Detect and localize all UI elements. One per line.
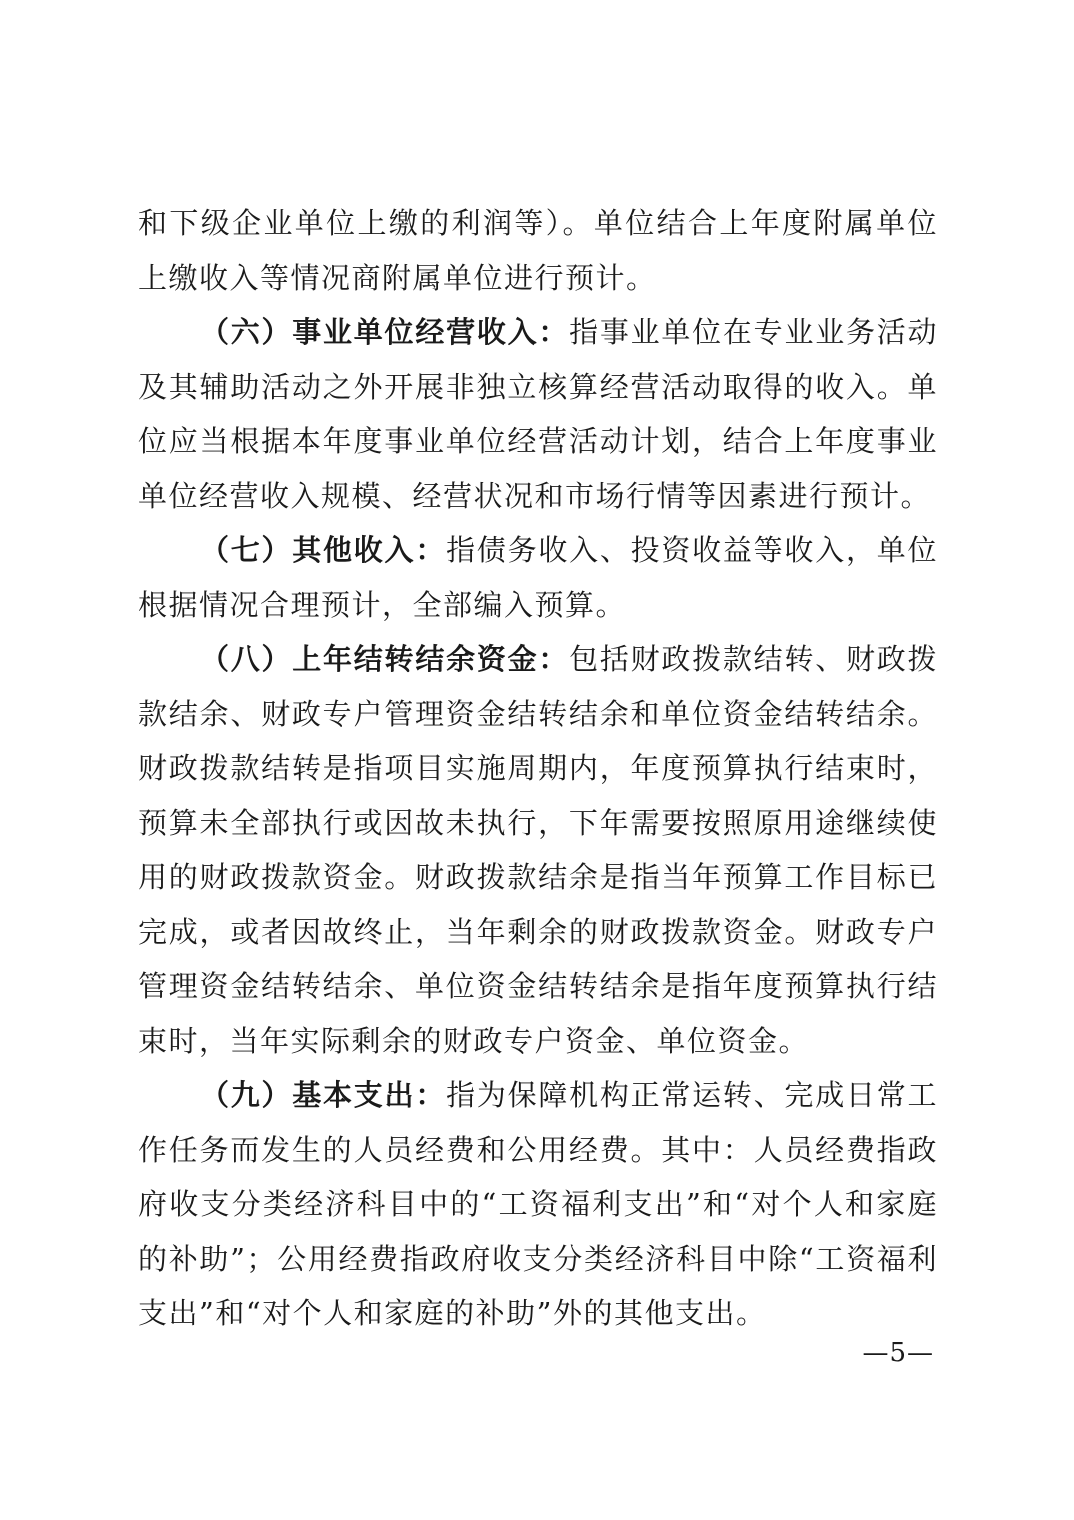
paragraph-heading: （八）上年结转结余资金：: [200, 642, 570, 676]
paragraph-basic-expenditure: [138, 1068, 938, 1341]
paragraph-continued: [138, 196, 938, 305]
paragraph-business-income: [138, 305, 938, 523]
page-number: —5—: [862, 1338, 934, 1368]
paragraph-text: 指事业单位在专业业务活动及其辅助活动之外开展非独立核算经营活动取得的收入。单位应当根据本年度事业单位经营活动计划，结合上年度事业单位经营收入规模、经营状况和市场行情等因素进行预计。: [138, 315, 938, 513]
paragraph-text: 和下级企业单位上缴的利润等）。单位结合上年度附属单位上缴收入等情况商附属单位进行预计。: [138, 206, 938, 295]
paragraph-heading: （六）事业单位经营收入：: [200, 315, 570, 349]
paragraph-carryover-funds: [138, 632, 938, 1068]
paragraph-text: 指债务收入、投资收益等收入，单位根据情况合理预计，全部编入预算。: [138, 533, 938, 622]
paragraph-text: 指为保障机构正常运转、完成日常工作任务而发生的人员经费和公用经费。其中：人员经费指政府收支分类经济科目中的“工资福利支出”和“对个人和家庭的补助”；公用经费指政府收支分类经济科目中除“工资福利支出”和“对个人和家庭的补助”外的其他支出。: [138, 1078, 938, 1330]
paragraph-text: 包括财政拨款结转、财政拨款结余、财政专户管理资金结转结余和单位资金结转结余。财政拨款结转是指项目实施周期内，年度预算执行结束时，预算未全部执行或因故未执行，下年需要按照原用途继续使用的财政拨款资金。财政拨款结余是指当年预算工作目标已完成，或者因故终止，当年剩余的财政拨款资金。财政专户管理资金结转结余、单位资金结转结余是指年度预算执行结束时，当年实际剩余的财政专户资金、单位资金。: [138, 642, 938, 1058]
document-body: [138, 196, 938, 1341]
paragraph-heading: （七）其他收入：: [200, 533, 447, 567]
paragraph-heading: （九）基本支出：: [200, 1078, 447, 1112]
paragraph-other-income: [138, 523, 938, 632]
